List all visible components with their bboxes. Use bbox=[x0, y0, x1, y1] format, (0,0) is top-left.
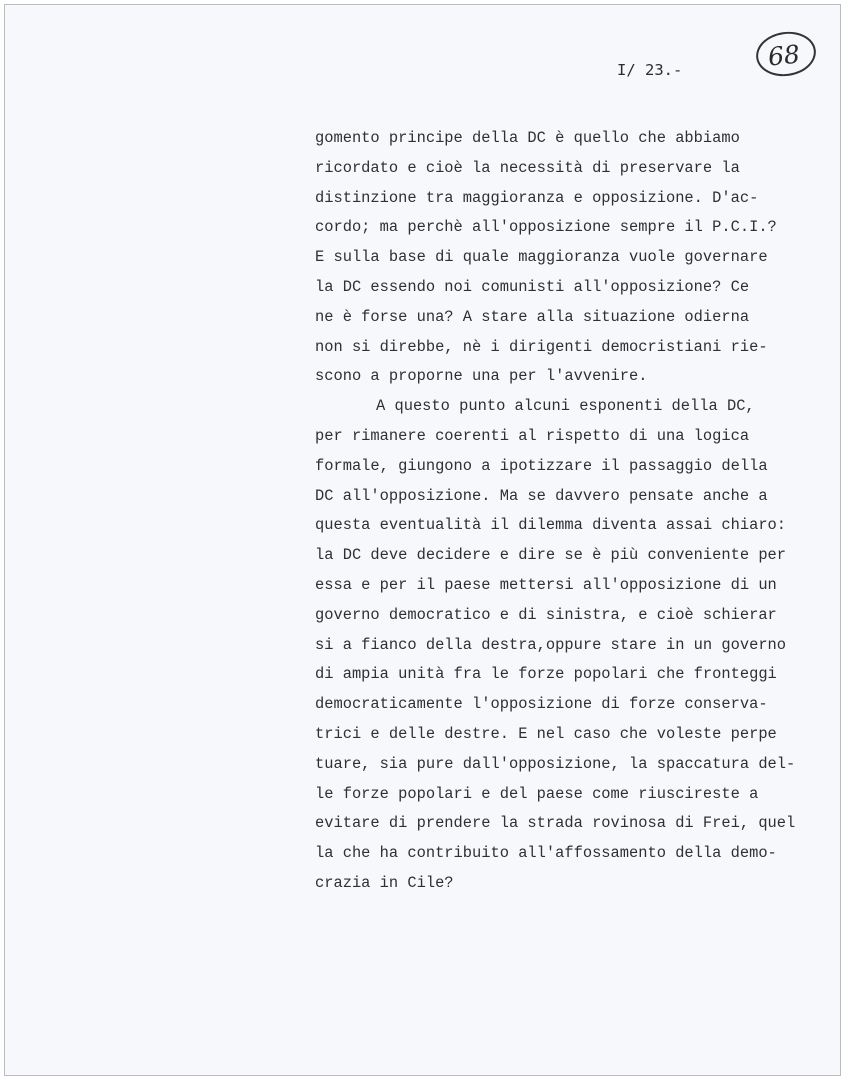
text-line: non si direbbe, nè i dirigenti democristiani rie- bbox=[315, 337, 768, 356]
document-page bbox=[4, 4, 841, 1076]
text-line: governo democratico e di sinistra, e cioè schierar bbox=[315, 605, 777, 624]
text-line: DC all'opposizione. Ma se davvero pensate anche a bbox=[315, 486, 768, 505]
text-line: la che ha contribuito all'affossamento della demo- bbox=[315, 844, 777, 863]
text-line: questa eventualità il dilemma diventa assai chiaro: bbox=[315, 516, 787, 535]
text-line: formale, giungono a ipotizzare il passaggio della bbox=[315, 456, 768, 475]
text-line: trici e delle destre. E nel caso che voleste perpe bbox=[315, 724, 777, 743]
text-line: essa e per il paese mettersi all'opposizione di un bbox=[315, 575, 777, 594]
text-line: ne è forse una? A stare alla situazione odierna bbox=[315, 307, 750, 326]
text-line: le forze popolari e del paese come riuscireste a bbox=[315, 784, 759, 803]
text-line: ricordato e cioè la necessità di preservare la bbox=[315, 158, 740, 177]
text-line: democraticamente l'opposizione di forze conserva- bbox=[315, 695, 768, 714]
folio-number: 68 bbox=[766, 39, 802, 72]
text-line: E sulla base di quale maggioranza vuole governare bbox=[315, 248, 768, 267]
text-line: tuare, sia pure dall'opposizione, la spaccatura del- bbox=[315, 754, 796, 773]
text-line: evitare di prendere la strada rovinosa di Frei, quel bbox=[315, 814, 796, 833]
text-line: cordo; ma perchè all'opposizione sempre il P.C.I.? bbox=[315, 218, 777, 237]
paragraph-start-line: A questo punto alcuni esponenti della DC, bbox=[376, 397, 755, 416]
text-line: di ampia unità fra le forze popolari che fronteggi bbox=[315, 665, 777, 684]
text-line: crazia in Cile? bbox=[315, 873, 454, 892]
typed-body-text bbox=[315, 124, 835, 899]
text-line: scono a proporne una per l'avvenire. bbox=[315, 367, 648, 386]
text-line: la DC deve decidere e dire se è più conveniente per bbox=[315, 546, 787, 565]
text-line: la DC essendo noi comunisti all'opposizione? Ce bbox=[315, 277, 750, 296]
text-line: si a fianco della destra,oppure stare in un governo bbox=[315, 635, 787, 654]
page-number: I/ 23.- bbox=[617, 61, 683, 79]
text-line: per rimanere coerenti al rispetto di una logica bbox=[315, 426, 750, 445]
text-line: gomento principe della DC è quello che abbiamo bbox=[315, 129, 740, 147]
text-line: distinzione tra maggioranza e opposizione. D'ac- bbox=[315, 188, 759, 207]
